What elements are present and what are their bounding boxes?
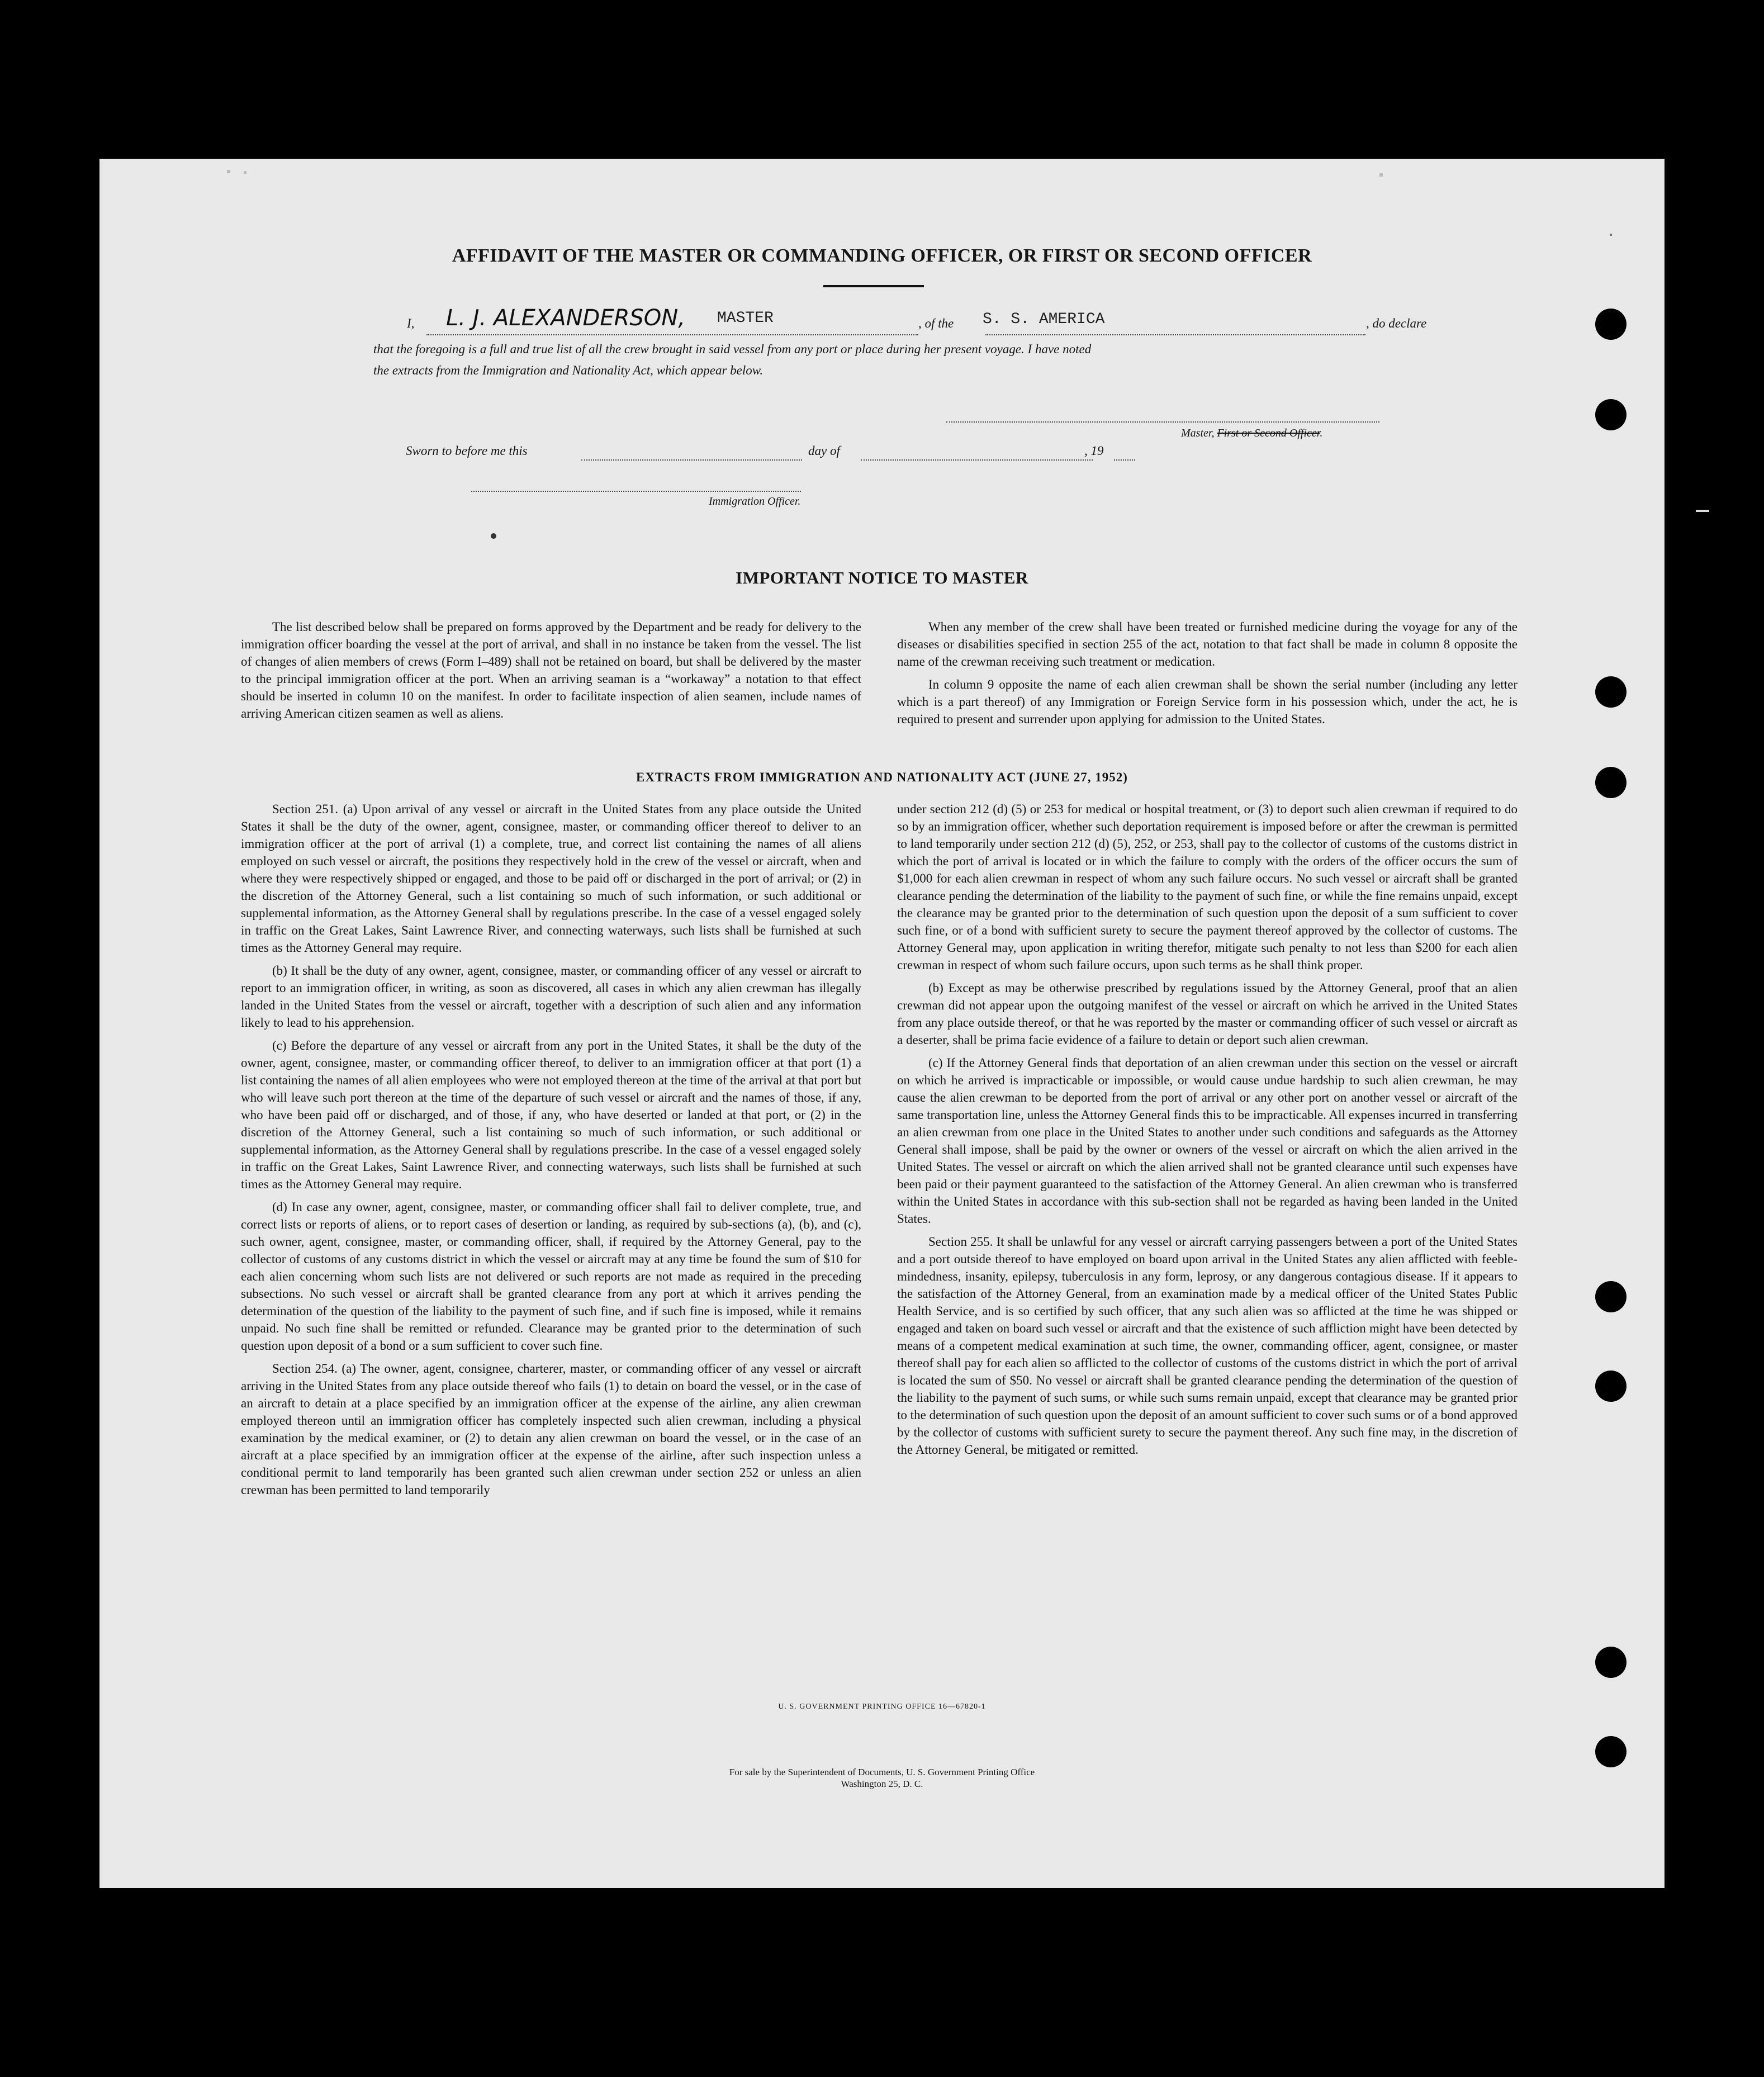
scan-speck	[1696, 510, 1709, 512]
name-line	[426, 334, 918, 335]
punch-hole	[1595, 1281, 1627, 1312]
ink-dot	[491, 533, 496, 539]
day-of-label: day of	[808, 444, 840, 458]
punch-hole	[1595, 1371, 1627, 1402]
scan-speck	[1610, 234, 1612, 236]
officer-signature-line	[471, 491, 801, 492]
vessel-name-typed: S. S. AMERICA	[983, 311, 1105, 328]
sworn-day-line	[581, 459, 802, 461]
section-254-a-continued: under section 212 (d) (5) or 253 for medical or hospital treatment, or (3) to deport such alien crewman if required to do so by an immigration officer, whether such deportation requirement is imposed before or after the crewman is permitted to land temporarily under section 212 (d) (5), 252, or 253, shall pay to the collector of customs of the customs district in which the port of arrival is located or in which the failure to comply with the orders of the officer occurs the sum of $1,000 for each alien crewman in respect of whom any such failure occurs. No such vessel or aircraft shall be granted clearance pending the determination of the liability to the payment of such fine, or while the fine remains unpaid, except the clearance may be granted prior to the determination of such question upon the deposit of a sum sufficient to cover such fine, or of a bond with sufficient surety to secure the payment thereof approved by the collector of customs. The Attorney General may, upon application in writing therefor, mitigate such penalty to not less than $200 for each alien crewman in respect of whom such failure occurs, upon such terms as he shall think proper.	[897, 802, 1518, 972]
notice-title: IMPORTANT NOTICE TO MASTER	[736, 568, 1028, 587]
sworn-label: Sworn to before me this	[406, 444, 528, 458]
section-251-b: (b) It shall be the duty of any owner, agent, consignee, master, or commanding officer of any vessel or aircraft to report to an immigration officer, in writing, as soon as discovered, all cases in which any alien crewman has illegally landed in the United States from the vessel or aircraft, together with a description of such alien and any information likely to lead to his apprehension.	[241, 964, 861, 1030]
document-page	[99, 159, 1665, 1888]
scan-speck	[1379, 173, 1383, 177]
signature-caption-main: Master,	[1181, 427, 1215, 439]
title-underline	[823, 285, 924, 287]
signature-caption-end: .	[1320, 427, 1323, 439]
affidavit-title: AFFIDAVIT OF THE MASTER OR COMMANDING OFFICER, OR FIRST OR SECOND OFFICER	[452, 245, 1312, 266]
year-label: , 19	[1084, 444, 1104, 458]
section-251-a: Section 251. (a) Upon arrival of any vessel or aircraft in the United States from any place outside the United States it shall be the duty of the owner, agent, consignee, master, or commanding officer thereof to deliver to an immigration officer at the port of arrival (1) a complete, true, and correct list containing the names of all aliens employed on such vessel or aircraft, the positions they respectively hold in the crew of the vessel or aircraft, when and where they were respectively shipped or engaged, and those to be paid off or discharged in the port of arrival; or (2) in the discretion of the Attorney General, such a list containing so much of such information, or such additional or supplemental information, as the Attorney General shall by regulations prescribe. In the case of a vessel engaged solely in traffic on the Great Lakes, Saint Lawrence River, and connecting waterways, such lists shall be furnished at such times as the Attorney General may require.	[241, 802, 861, 955]
scan-speck	[244, 171, 246, 174]
section-254-b: (b) Except as may be otherwise prescribed by regulations issued by the Attorney General, proof that an alien crewman did not appear upon the outgoing manifest of the vessel or aircraft on which he arrived in the United States from any place outside thereof, or that he was reported by the master or commanding officer of such vessel or aircraft as a deserter, shall be prima facie evidence of a failure to detain or deport such alien crewman.	[897, 981, 1518, 1047]
printing-office-imprint: U. S. GOVERNMENT PRINTING OFFICE 16—67820-1	[778, 1703, 986, 1711]
statement-line-1: that the foregoing is a full and true list of all the crew brought in said vessel from any port or place during her present voyage. I have noted	[373, 342, 1092, 356]
punch-hole	[1595, 1736, 1627, 1767]
punch-hole	[1595, 676, 1627, 708]
scan-speck	[227, 170, 230, 173]
extracts-title: EXTRACTS FROM IMMIGRATION AND NATIONALITY ACT (JUNE 27, 1952)	[636, 770, 1128, 784]
sworn-month-line	[861, 459, 1093, 461]
section-254-a: Section 254. (a) The owner, agent, consignee, charterer, master, or commanding officer of any vessel or aircraft arriving in the United States from any place outside thereof who fails (1) to detain on board the vessel, or in the case of an aircraft to detain at a place specified by an immigration officer at the expense of the airline, any alien crewman employed thereon until an immigration officer has completely inspected such alien crewman, including a physical examination by the medical examiner, or (2) to detain any alien crewman on board the vessel, or in the case of an aircraft at a place specified by an immigration officer at the expense of the airline, after such inspection unless a conditional permit to land temporarily has been granted such alien crewman under section 252 or unless an alien crewman has been permitted to land temporarily	[241, 1362, 861, 1497]
notice-right-column	[897, 618, 1518, 733]
section-251-d: (d) In case any owner, agent, consignee, master, or commanding officer shall fail to deliver complete, true, and correct lists or reports of aliens, or to report cases of desertion or landing, as required by sub-sections (a), (b), and (c), such owner, agent, consignee, master, or commanding officer, shall, if required by the Attorney General, pay to the collector of customs of any customs district in which the vessel or aircraft may at any time be found the sum of $10 for each alien concerning whom such lists are not delivered or such reports are not made as required in the preceding subsections. No such vessel or aircraft shall be granted clearance from any port at which it arrives pending the determination of the question of the liability to the payment of such fine, and if such fine is imposed, while it remains unpaid. No such fine shall be remitted or refunded. Clearance may be granted prior to the determination of such question upon deposit of a bond or a sum sufficient to cover such fine.	[241, 1200, 861, 1353]
i-label: I,	[407, 316, 415, 330]
notice-right-paragraph-2: In column 9 opposite the name of each alien crewman shall be shown the serial number (including any letter which is a part thereof) of any Immigration or Foreign Service form in his possession which, under the act, he is required to present and surrender upon applying for admission to the United States.	[897, 677, 1518, 726]
signature-caption	[1181, 427, 1322, 440]
signature-caption-struck: First or Second Officer	[1217, 427, 1320, 439]
sale-notice-line-2: Washington 25, D. C.	[841, 1779, 923, 1789]
do-declare-label: , do declare	[1366, 316, 1427, 330]
notice-right-paragraph-1: When any member of the crew shall have been treated or furnished medicine during the voyage for any of the diseases or disabilities specified in section 255 of the act, notation to that fact shall be made in column 8 opposite the name of the crewman receiving such treatment or medication.	[897, 620, 1518, 668]
notice-left-column	[241, 618, 861, 728]
extracts-right-column	[897, 800, 1518, 1464]
sale-notice-line-1: For sale by the Superintendent of Documents, U. S. Government Printing Office	[729, 1767, 1035, 1777]
master-name-handwritten: L. J. ALEXANDERSON,	[446, 305, 685, 331]
master-signature-line	[946, 421, 1379, 423]
punch-hole	[1595, 309, 1627, 340]
section-255: Section 255. It shall be unlawful for any vessel or aircraft carrying passengers between a port of the United States and a port outside thereof to have employed on board upon arrival in the United States any alien afflicted with feeble-mindedness, insanity, epilepsy, tuberculosis in any form, leprosy, or any dangerous contagious disease. If it appears to the satisfaction of the Attorney General, from an examination made by a medical officer of the United States Public Health Service, and is so certified by such officer, that any such alien was so afflicted at the time he was shipped or engaged and taken on board such vessel or aircraft and that the existence of such affliction might have been detected by means of a competent medical examination at such time, the owner, commanding officer, agent, consignee, or master thereof shall pay for each alien so afflicted to the collector of customs of the customs district in which the port of arrival is located the sum of $50. No vessel or aircraft shall be granted clearance pending the determination of the question of the liability to the payment of such sums, or while such sums remain unpaid, except that clearance may be granted prior to the determination of such question upon the deposit of an amount sufficient to cover such sums or of a bond approved by the collector of customs with sufficient surety to secure the payment thereof. Any such fine may, in the discretion of the Attorney General, be mitigated or remitted.	[897, 1235, 1518, 1457]
statement-line-2: the extracts from the Immigration and Nationality Act, which appear below.	[373, 363, 764, 377]
section-251-c: (c) Before the departure of any vessel or aircraft from any port in the United States, it shall be the duty of the owner, agent, consignee, master, or commanding officer thereof, to deliver to an immigration officer at that port (1) a list containing the names of all alien employees who were not employed thereon at the time of the arrival at that port but who will leave such port thereon at the time of the departure of such vessel or aircraft and the names of those, if any, who have been paid off or discharged, and of those, if any, who have deserted or landed at that port, or (2) in the discretion of the Attorney General, such a list containing so much of such information, or such additional or supplemental information, as the Attorney General shall by regulations prescribe. In the case of a vessel engaged solely in traffic on the Great Lakes, Saint Lawrence River, and connecting waterways, such lists shall be furnished at such times as the Attorney General may require.	[241, 1038, 861, 1191]
punch-hole	[1595, 1647, 1627, 1678]
extracts-left-column	[241, 800, 861, 1504]
notice-left-paragraph: The list described below shall be prepared on forms approved by the Department and be ready for delivery to the immigration officer boarding the vessel at the port of arrival, and shall in no instance be taken from the vessel. The list of changes of alien members of crews (Form I–489) shall not be retained on board, but shall be delivered by the master to the principal immigration officer at the port. When an arriving seaman is a “workaway” a notation to that effect should be inserted in column 10 on the manifest. In order to facilitate inspection of alien seamen, include names of arriving American citizen seamen as well as aliens.	[241, 620, 861, 720]
section-254-c: (c) If the Attorney General finds that deportation of an alien crewman under this section on the vessel or aircraft on which he arrived is impracticable or impossible, or would cause undue hardship to such alien crewman, he may cause the alien crewman to be deported from the port of arrival or any other port on another vessel or aircraft of the same transportation line, unless the Attorney General finds this to be impracticable. All expenses incurred in transferring an alien crewman from one place in the United States to another under such conditions and safeguards as the Attorney General shall impose, shall be paid by the owner or owners of the vessel or aircraft on which the alien arrived in the United States. The vessel or aircraft on which the alien arrived shall not be granted clearance until such expenses have been paid or their payment guaranteed to the satisfaction of the Attorney General. An alien crewman who is transferred within the United States in accordance with this sub-section shall not be regarded as having been landed in the United States.	[897, 1056, 1518, 1226]
of-the-label: , of the	[918, 316, 954, 330]
punch-hole	[1595, 399, 1627, 430]
vessel-line	[985, 334, 1365, 335]
officer-caption: Immigration Officer.	[709, 495, 801, 508]
rank-typed: MASTER	[717, 310, 774, 327]
sworn-year-line	[1114, 459, 1135, 461]
